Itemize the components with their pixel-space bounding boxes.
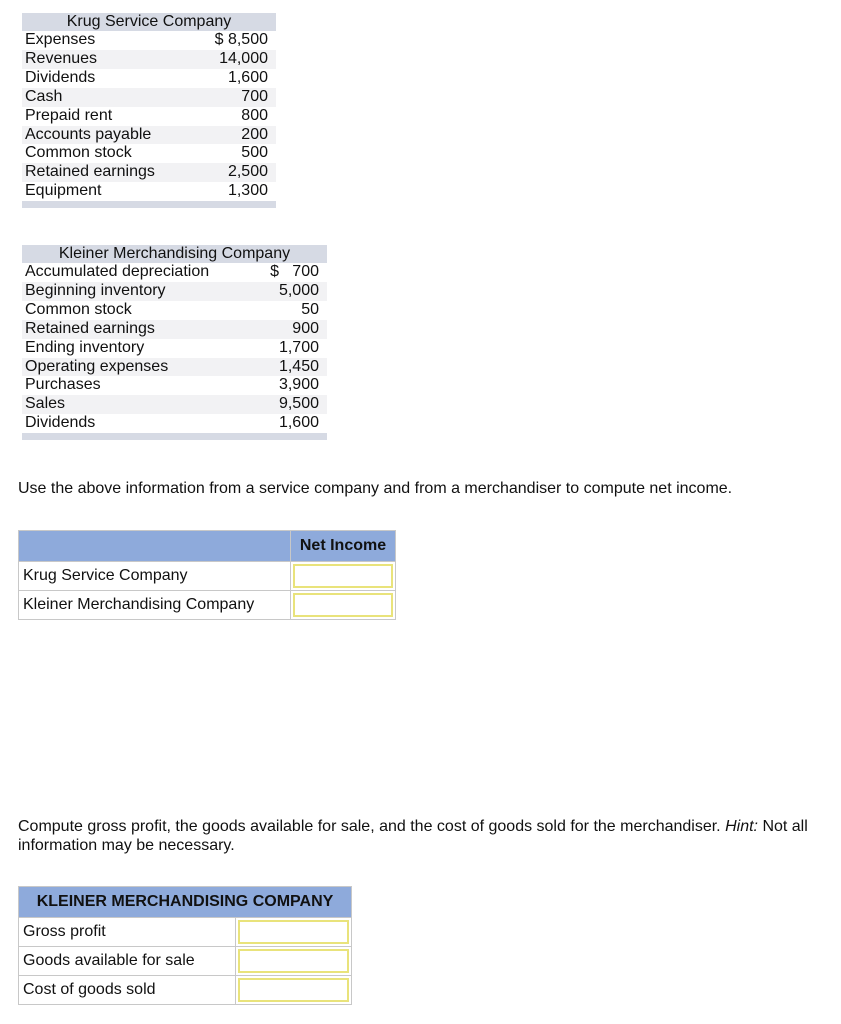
row-label: Operating expenses <box>22 358 254 377</box>
row-label: Expenses <box>25 31 96 48</box>
row-amount: 1,450 <box>254 358 327 377</box>
row-label: Sales <box>22 395 254 414</box>
table-row <box>19 976 352 1005</box>
row-amount: 1,700 <box>278 338 319 356</box>
table-row <box>22 282 327 301</box>
row-label: Gross profit <box>19 918 236 947</box>
kleiner-answer-table <box>18 886 352 1005</box>
cost-of-goods-sold-input[interactable] <box>238 978 349 1002</box>
table-row <box>19 947 352 976</box>
table-row <box>22 339 327 358</box>
table-row <box>22 182 276 201</box>
row-label: Dividends <box>25 68 96 86</box>
row-label: Beginning inventory <box>22 282 254 301</box>
row-amount: 1,600 <box>278 414 319 432</box>
row-label: Retained earnings <box>22 163 194 182</box>
gross-profit-input[interactable] <box>238 920 349 944</box>
table-row <box>22 107 276 126</box>
row-label: Accounts payable <box>22 126 194 145</box>
table-row <box>22 126 276 145</box>
krug-data-table <box>22 13 276 208</box>
row-amount: 800 <box>241 106 268 124</box>
row-label: Ending inventory <box>25 338 145 356</box>
row-amount: 9,500 <box>254 395 327 414</box>
row-label: Cost of goods sold <box>19 976 236 1005</box>
krug-table-title: Krug Service Company <box>22 13 276 31</box>
table-row <box>19 591 396 620</box>
table-row <box>22 69 276 88</box>
row-label: Accumulated depreciation <box>25 263 210 280</box>
gross-profit-instructions <box>18 817 818 855</box>
table-row <box>22 144 276 163</box>
row-amount: 14,000 <box>194 50 276 69</box>
table-row <box>19 562 396 591</box>
row-label: Cash <box>22 88 194 107</box>
row-label: Revenues <box>22 50 194 69</box>
hint-text: Not all information may be necessary. <box>18 818 808 854</box>
row-label: Purchases <box>25 376 101 394</box>
table-footer-bar <box>22 433 327 440</box>
table-row <box>22 88 276 107</box>
row-label: Krug Service Company <box>19 562 291 591</box>
table-row <box>22 376 327 395</box>
row-amount: 700 <box>194 88 276 107</box>
row-amount: 5,000 <box>254 282 327 301</box>
table-row <box>22 320 327 339</box>
goods-available-input[interactable] <box>238 949 349 973</box>
table-row <box>22 395 327 414</box>
row-amount: $ 700 <box>270 263 319 280</box>
kleiner-table-title: Kleiner Merchandising Company <box>22 245 327 263</box>
table-row <box>22 31 276 50</box>
hint-label: Hint: <box>725 818 758 835</box>
row-amount: 50 <box>301 300 319 318</box>
net-income-answer-table <box>18 530 396 620</box>
header-blank-cell <box>19 531 291 562</box>
kleiner-data-table <box>22 245 327 440</box>
row-amount: 1,600 <box>227 68 268 86</box>
row-label: Kleiner Merchandising Company <box>19 591 291 620</box>
row-amount: 500 <box>241 144 268 162</box>
kleiner-net-income-input[interactable] <box>293 593 393 617</box>
kleiner-answer-header: KLEINER MERCHANDISING COMPANY <box>19 887 352 918</box>
row-label: Prepaid rent <box>25 106 113 124</box>
table-row <box>22 50 276 69</box>
row-label: Dividends <box>25 414 96 432</box>
table-row <box>22 358 327 377</box>
row-amount: $ 8,500 <box>214 31 268 48</box>
row-label: Common stock <box>25 300 132 318</box>
table-row <box>22 163 276 182</box>
krug-net-income-input[interactable] <box>293 564 393 588</box>
row-amount: 3,900 <box>278 376 319 394</box>
row-amount: 200 <box>194 126 276 145</box>
row-label: Equipment <box>25 182 102 200</box>
row-amount: 2,500 <box>194 163 276 182</box>
row-amount: 1,300 <box>227 182 268 200</box>
table-footer-bar <box>22 201 276 208</box>
net-income-instructions: Use the above information from a service company and from a merchandiser to compute net income. <box>18 480 733 497</box>
net-income-column-header: Net Income <box>291 531 396 562</box>
instructions-text: Compute gross profit, the goods available for sale, and the cost of goods sold for the merchandiser. <box>18 818 721 835</box>
table-row <box>19 918 352 947</box>
row-label: Goods available for sale <box>19 947 236 976</box>
table-row <box>22 301 327 320</box>
row-amount: 900 <box>254 320 327 339</box>
table-row <box>22 414 327 433</box>
row-label: Common stock <box>25 144 132 162</box>
row-label: Retained earnings <box>22 320 254 339</box>
table-row <box>22 263 327 282</box>
